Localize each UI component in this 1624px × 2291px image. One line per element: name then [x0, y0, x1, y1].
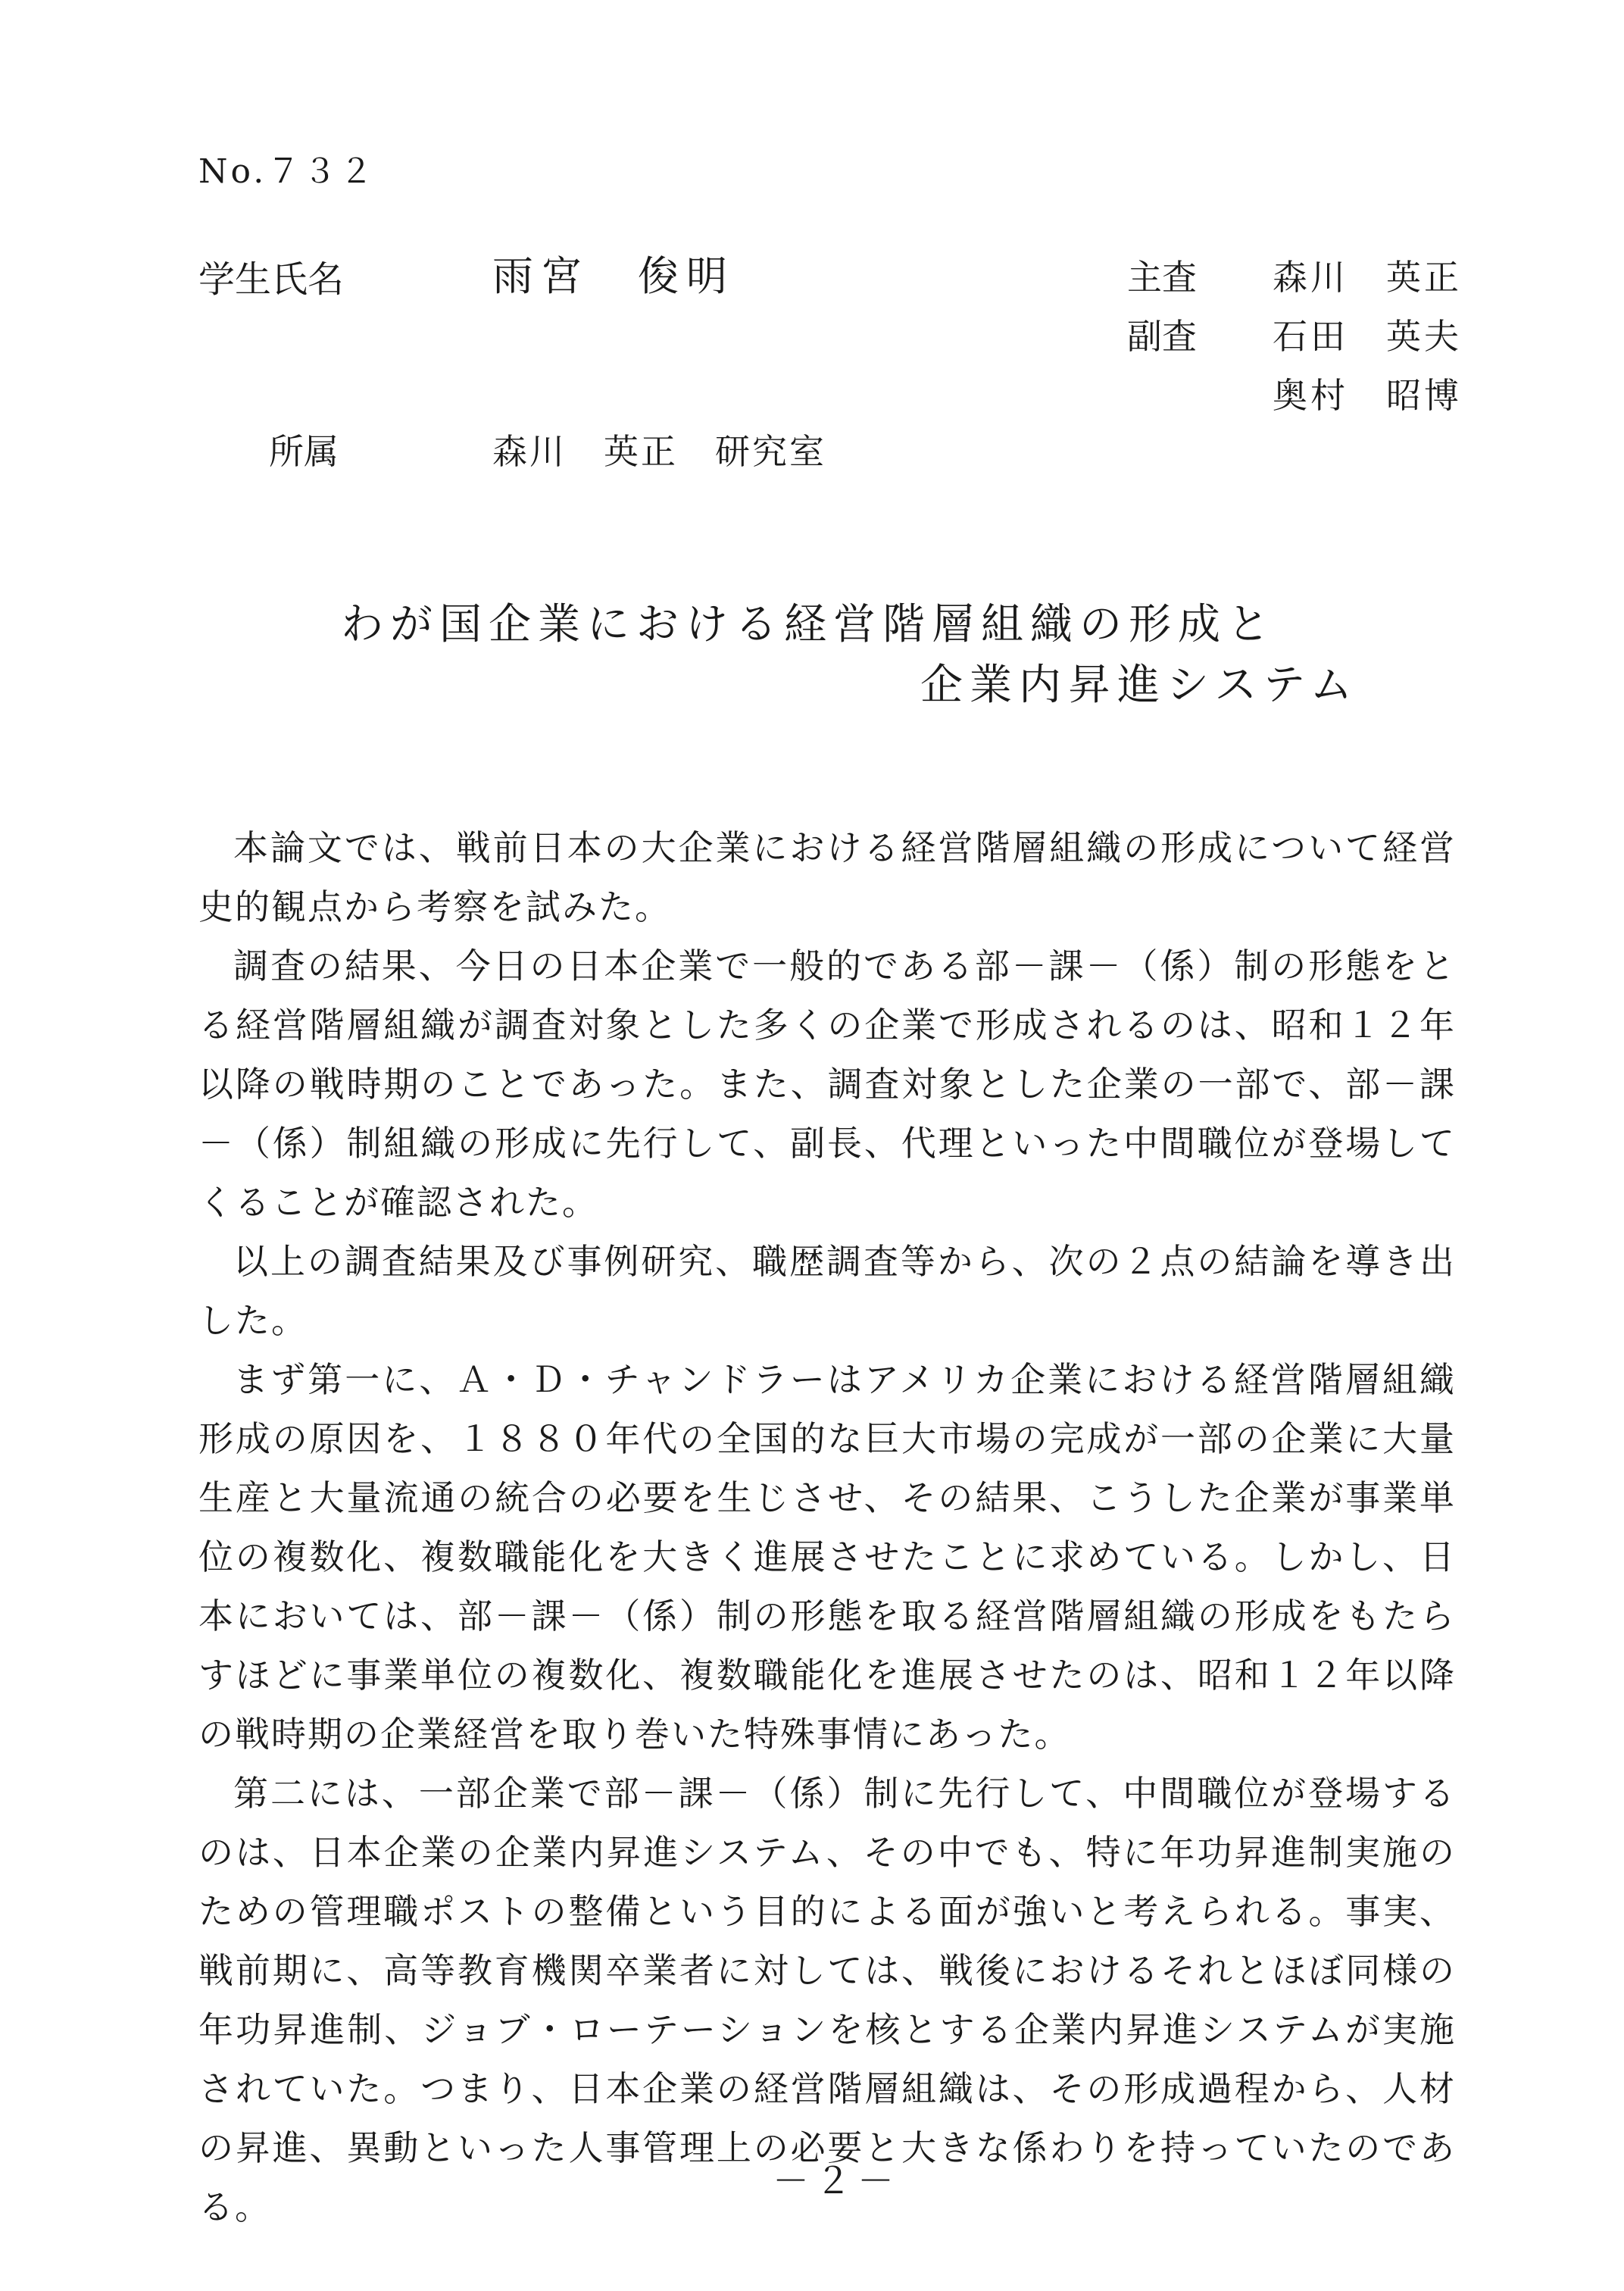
document-number: No.７３２: [198, 152, 376, 191]
abstract-paragraph: まず第一に、Ａ・Ｄ・チャンドラーはアメリカ企業における経営階層組織形成の原因を、１８８０年代の全国的な巨大市場の完成が一部の企業に大量生産と大量流通の統合の必要を生じさせ、その結果、こうした企業が事業単位の複数化、複数職能化を大きく進展させたことに求めている。しかし、日本においては、部－課－（係）制の形態を取る経営階層組織の形成をもたらすほどに事業単位の複数化、複数職能化を進展させたのは、昭和１２年以降の戦時期の企業経営を取り巻いた特殊事情にあった。: [198, 1359, 1457, 1755]
chief-examiner-name: 森川 英正: [1273, 257, 1462, 298]
chief-examiner-label: 主査: [1127, 257, 1197, 298]
abstract-paragraph: 以上の調査結果及び事例研究、職歴調査等から、次の２点の結論を導き出した。: [198, 1241, 1456, 1341]
student-name-label: 学生氏名: [198, 258, 345, 301]
sub-examiner-name-2: 奥村 昭博: [1273, 375, 1462, 416]
abstract-paragraph: 調査の結果、今日の日本企業で一般的である部－課－（係）制の形態をとる経営階層組織が調査対象とした多くの企業で形成されるのは、昭和１２年以降の戦時期のことであった。また、調査対象とした企業の一部で、部－課－（係）制組織の形成に先行して、副長、代理といった中間職位が登場してくることが確認された。: [198, 945, 1456, 1223]
abstract-body: [198, 818, 1456, 2236]
student-name: 雨宮 俊明: [492, 252, 735, 300]
thesis-title-line-2: 企業内昇進システム: [920, 661, 1360, 710]
sub-examiner-label: 副査: [1127, 316, 1197, 357]
abstract-paragraph: 本論文では、戦前日本の大企業における経営階層組織の形成について経営史的観点から考察を試みた。: [198, 827, 1456, 927]
affiliation-label: 所属: [269, 431, 339, 472]
page-number: －２－: [773, 2160, 901, 2202]
thesis-title-line-1: わが国企業における経営階層組織の形成と: [341, 600, 1276, 649]
affiliation-value: 森川 英正 研究室: [492, 431, 826, 472]
abstract-paragraph: 第二には、一部企業で部－課－（係）制に先行して、中間職位が登場するのは、日本企業の企業内昇進システム、その中でも、特に年功昇進制実施のための管理職ポストの整備という目的による面が強いと考えられる。事実、戦前期に、高等教育機関卒業者に対しては、戦後におけるそれとほぼ同様の年功昇進制、ジョブ・ローテーションを核とする企業内昇進システムが実施されていた。つまり、日本企業の経営階層組織は、その形成過程から、人材の昇進、異動といった人事管理上の必要と大きな係わりを持っていたのである。: [198, 1773, 1457, 2227]
sub-examiner-name-1: 石田 英夫: [1273, 316, 1462, 357]
